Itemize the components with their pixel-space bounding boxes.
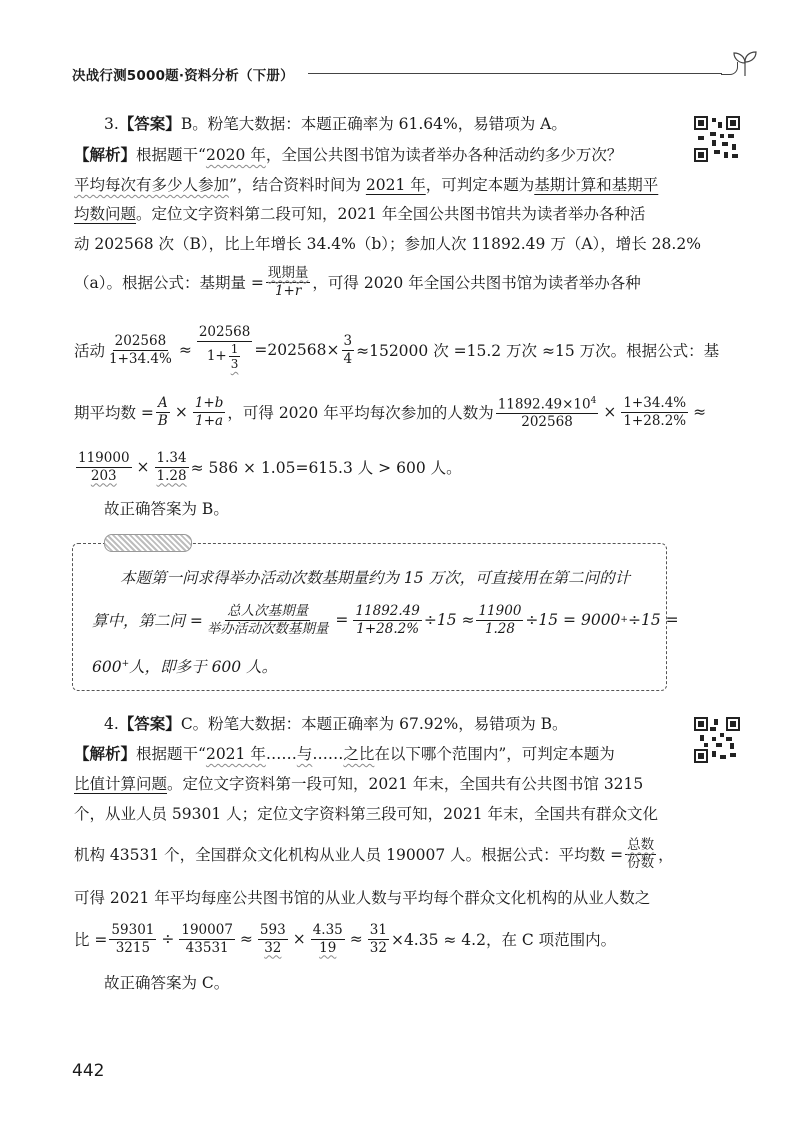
fraction	[625, 837, 656, 872]
denominator: 举办活动次数基期量	[206, 620, 329, 637]
text: ≈ 586 × 1.05=615.3 人 > 600 人。	[190, 459, 462, 477]
superscript: 4	[590, 395, 597, 406]
text: （a）。根据公式：基期量 =	[74, 274, 264, 292]
numerator: 1+34.4%	[623, 394, 687, 411]
denominator: 1.28	[484, 620, 515, 637]
text: ，	[658, 846, 674, 864]
header-title: 决战行测5000题·资料分析（下册）	[72, 68, 294, 84]
text: ，全国公共图书馆为读者举办各种活动约多少万次？	[265, 146, 623, 164]
approx-sign: ≈	[239, 930, 253, 948]
q3-number: 3.	[104, 115, 119, 133]
numerator: 1+b	[194, 394, 224, 411]
denominator: 4	[343, 350, 353, 367]
fraction	[266, 265, 311, 300]
highlight: 与	[296, 745, 313, 763]
fraction	[311, 922, 345, 957]
text: ”，结合资料时间为	[229, 176, 366, 194]
highlight-type: 基期计算和基期平	[534, 176, 659, 194]
denominator: 1+28.2%	[356, 620, 420, 637]
fraction	[476, 603, 523, 638]
tip-line-1: 本题第一问求得举办活动次数基期量约为 15 万次，可直接用在第二问的计	[120, 569, 631, 587]
q4-analysis-line-3: 个，从业人员 59301 人；定位文字资料第三段可知，2021 年末，全国共有群众文化	[74, 805, 659, 823]
q4-analysis-line-5: 可得 2021 年平均每座公共图书馆的从业人数与平均每个群众文化机构的从业人数之	[74, 889, 651, 907]
highlight-type: 比值计算问题	[74, 775, 168, 793]
text: 根据题干“	[136, 745, 206, 763]
fraction	[107, 333, 174, 368]
times-sign: ×	[136, 458, 150, 476]
divide-sign: ÷	[161, 930, 175, 948]
fraction	[258, 922, 288, 957]
q3-formula-line-5	[74, 262, 641, 302]
text: 。定位文字资料第二段可知，2021 年全国公共图书馆共为读者举办各种活	[136, 205, 646, 223]
text: 比 =	[74, 931, 108, 949]
text: 人，即多于 600 人。	[129, 658, 278, 677]
fraction	[155, 450, 189, 485]
header-rule	[308, 73, 722, 74]
text: ……	[312, 745, 344, 763]
highlight-year: 2021 年	[205, 745, 266, 763]
tip-line-3	[92, 653, 277, 678]
text: ，可判定本题为	[425, 176, 535, 194]
text: 算中，第二问 =	[92, 612, 203, 630]
q3-analysis-line-3	[74, 203, 645, 225]
numerator: 190007	[181, 921, 233, 938]
q3-formula-line-7	[74, 392, 709, 432]
numerator: 1.34	[156, 449, 187, 466]
tip-line-2	[92, 600, 679, 640]
numerator: A	[158, 394, 168, 411]
approx-sign: ≈	[178, 341, 192, 359]
denominator: 1.28	[156, 467, 187, 484]
fraction	[353, 603, 421, 638]
text: =202568×	[254, 341, 340, 359]
numerator: 202568	[198, 324, 251, 340]
text: 11892.49×10	[497, 396, 591, 413]
q4-conclusion: 故正确答案为 C。	[104, 974, 230, 992]
highlight: 之比	[343, 745, 375, 763]
numerator: 593	[259, 921, 286, 938]
numerator: 3	[343, 332, 353, 349]
fraction	[197, 324, 253, 371]
denominator: 3	[230, 357, 239, 371]
q3-analysis-tag: 【解析】	[74, 145, 137, 164]
fraction	[205, 603, 331, 638]
superscript: +	[121, 659, 130, 669]
highlight-type: 均数问题	[74, 205, 137, 223]
text: 600	[92, 658, 122, 677]
q3-formula-line-8	[74, 447, 462, 487]
q4-analysis-tag: 【解析】	[74, 744, 137, 763]
denominator: 1+a	[195, 412, 224, 429]
fraction	[156, 395, 170, 430]
sprout-icon	[728, 48, 762, 78]
q3-analysis-line-2	[74, 174, 658, 196]
numerator: 总人次基期量	[227, 602, 309, 619]
q4-answer-line	[104, 713, 568, 735]
page-number: 442	[72, 1061, 105, 1081]
denominator: 202568	[521, 414, 573, 431]
fraction	[193, 395, 226, 430]
q4-formula-line-4	[74, 834, 674, 874]
q4-formula-line-6	[74, 918, 616, 960]
text: 期平均数 =	[74, 404, 154, 422]
text: ≈152000 次 =15.2 万次 ≈15 万次。根据公式：基	[356, 342, 720, 360]
fraction	[229, 342, 241, 371]
text: 根据题干“	[136, 146, 206, 164]
superscript: +	[620, 615, 628, 625]
highlight-question: 平均每次有多少人参加	[74, 176, 230, 194]
text: ……	[265, 745, 297, 763]
denominator: 1+34.4%	[109, 350, 172, 367]
fraction	[76, 450, 132, 485]
qr-code-icon[interactable]	[694, 717, 740, 763]
denominator: 203	[90, 467, 117, 484]
fraction	[496, 393, 599, 432]
approx-sign: ≈	[693, 403, 707, 421]
q3-answer-text: B。粉笔大数据：本题正确率为 61.64%，易错项为 A。	[180, 115, 567, 133]
q4-answer-tag: 【答案】	[118, 714, 181, 733]
numerator: 59301	[111, 921, 155, 938]
text: 1+	[206, 348, 227, 364]
times-sign: ×	[174, 403, 188, 421]
q4-analysis-line-2	[74, 773, 643, 795]
numerator: 1	[230, 342, 239, 356]
q4-analysis-line-1	[74, 743, 615, 765]
fraction	[342, 333, 355, 368]
text: ，可得 2020 年平均每次参加的人数为	[227, 404, 494, 422]
q3-analysis-line-1	[74, 144, 622, 166]
text: 在以下哪个范围内”，可判定本题为	[374, 745, 615, 763]
text: ÷15 =	[627, 611, 679, 629]
text: ÷15 = 9000	[525, 611, 621, 629]
text: ÷15 ≈	[423, 611, 475, 629]
approx-sign: ≈	[349, 930, 363, 948]
qr-code-icon[interactable]	[694, 116, 740, 162]
denominator: 1+r	[274, 282, 302, 299]
tip-box-badge	[104, 534, 192, 552]
numerator: 11892.49	[355, 602, 420, 619]
numerator: 31	[369, 921, 387, 938]
numerator: 11900	[478, 602, 522, 619]
denominator: 份数	[627, 854, 655, 871]
numerator: 202568	[114, 332, 167, 349]
denominator: 32	[264, 939, 282, 956]
text: 机构 43531 个，全国群众文化机构从业人员 190007 人。根据公式：平均数 =	[74, 846, 624, 864]
denominator: 1+28.2%	[623, 412, 687, 429]
text: ×4.35 ≈ 4.2，在 C 项范围内。	[390, 931, 617, 949]
denominator: 43531	[185, 939, 229, 956]
q4-answer-text: C。粉笔大数据：本题正确率为 67.92%，易错项为 B。	[180, 715, 568, 733]
q3-conclusion: 故正确答案为 B。	[104, 500, 229, 518]
text: 。定位文字资料第一段可知，2021 年末，全国共有公共图书馆 3215	[167, 775, 644, 793]
q3-answer-line	[104, 113, 567, 135]
q4-number: 4.	[104, 715, 119, 733]
q3-answer-tag: 【答案】	[118, 114, 181, 133]
equals-sign: =	[335, 611, 349, 629]
q3-analysis-line-4: 动 202568 次（B），比上年增长 34.4%（b）；参加人次 11892.49 万（A），增长 28.2%	[74, 235, 701, 253]
text: ，可得 2020 年全国公共图书馆为读者举办各种	[312, 274, 641, 292]
denominator: 32	[369, 939, 387, 956]
q3-formula-line-6	[74, 322, 719, 378]
highlight-year: 2020 年	[205, 146, 266, 164]
fraction	[621, 395, 688, 430]
times-sign: ×	[603, 403, 617, 421]
fraction	[109, 922, 156, 957]
denominator	[205, 342, 245, 371]
numerator: 4.35	[312, 921, 343, 938]
numerator: 119000	[78, 449, 130, 466]
highlight-year: 2021 年	[365, 176, 426, 194]
fraction	[179, 922, 235, 957]
text: 活动	[74, 342, 106, 360]
numerator: 总数	[627, 836, 655, 853]
numerator	[496, 393, 599, 415]
times-sign: ×	[292, 930, 306, 948]
denominator: 3215	[115, 939, 151, 956]
denominator: 19	[319, 939, 337, 956]
running-header	[72, 62, 762, 86]
fraction	[368, 922, 389, 957]
numerator: 现期量	[267, 264, 309, 281]
denominator: B	[157, 412, 168, 429]
